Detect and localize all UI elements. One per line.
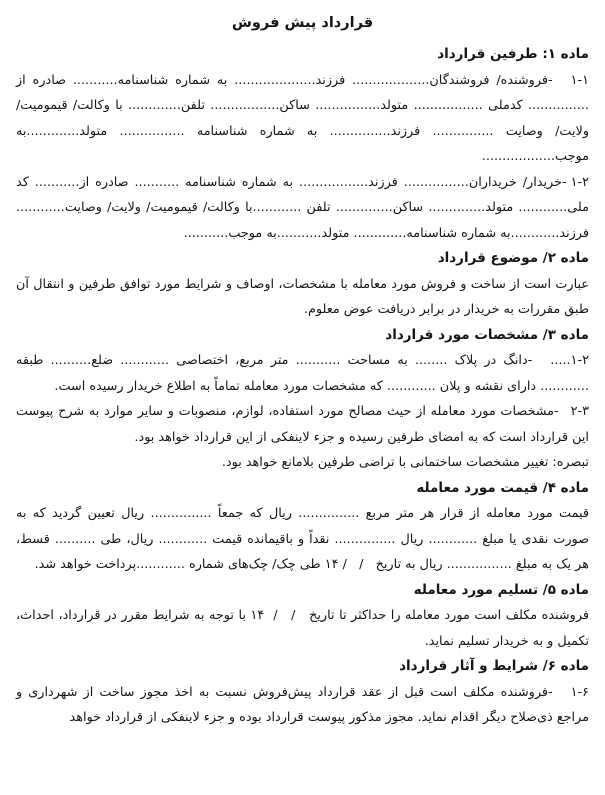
clause-6-1: [16, 680, 589, 731]
clause-1-1: [16, 68, 589, 170]
article-5-heading: ماده ۵/ تسلیم مورد معامله: [413, 581, 589, 598]
article-2-body: عبارت است از ساخت و فروش مورد معامله با مشخصات، اوصاف و شرایط مورد توافق طرفین و انتقال آن طبق مقررات به خریدار در برابر دریافت عوض معلوم.: [16, 276, 589, 317]
clause-number: ۲-۳: [570, 404, 589, 419]
clause-number: ۱-۶: [570, 684, 589, 700]
article-4-heading: ماده ۴/ قیمت مورد معامله: [416, 479, 589, 496]
clause-number: ۱-۲.....: [550, 353, 589, 368]
clause-text: -فروشنده مکلف است قبل از عقد قرارداد پیش‌فروش نسبت به اخذ مجوز ساخت از شهرداری و مراجع ذی‌صلاح دیگر اقدام نماید. مجوز مذکور پیوست قرارداد بوده و جزء لاینفکی از قرارداد خواهد: [16, 684, 589, 725]
clause-text: -مشخصات مورد معامله از حیث مصالح مورد استفاده، لوازم، منصوبات و سایر موارد به شرح پیوست این قرارداد است که به امضای طرفین رسیده و جزء لاینفکی از این قرارداد خواهد بود.: [16, 404, 589, 445]
article-1-heading: ماده ۱: طرفین قرارداد: [437, 46, 589, 62]
article-5-body: فروشنده مکلف است مورد معامله را حداکثر تا تاریخ / / ۱۴ با توجه به شرایط مقرر در قرارداد، احداث، تکمیل و به خریدار تسلیم نماید.: [16, 608, 589, 649]
clause-number: ۱-۱: [570, 72, 589, 88]
clause-3-1: [16, 348, 589, 399]
article-3-note: تبصره: تغییر مشخصات ساختمانی با تراضی طرفین بلامانع خواهد بود.: [221, 455, 589, 470]
clause-text: -خریدار/ خریداران................ فرزند................. به شماره شناسنامه ........... صادره از........... کد ملی............ متولد.............. ساکن.............. تلفن ............با وکالت/ قیمومیت/ ولایت/ وصایت............ فرزند............به شماره شناسنامه............. متولد...........به موجب...........: [16, 174, 589, 241]
clause-3-2: [16, 399, 589, 450]
clause-1-2: [16, 170, 589, 247]
article-2-heading: ماده ۲/ موضوع قرارداد: [437, 250, 589, 266]
document-title: قرارداد پیش فروش: [231, 15, 374, 31]
article-4-body: قیمت مورد معامله از قرار هر متر مربع ............... ریال که جمعاً ............... ریال تعیین گردید که به صورت نقدی یا مبلغ ............ ریال ............... نقداً و باقیمانده قیمت ............ ریال، طی .......... قسط، هر یک به مبلغ ................ ریال به تاریخ / / ۱۴ طی چک/ چک‌های شماره ............پرداخت خواهد شد.: [16, 506, 589, 572]
article-3-heading: ماده ۳/ مشخصات مورد قرارداد: [385, 326, 589, 343]
clause-text: -دانگ در پلاک ........ به مساحت ........... متر مربع، اختصاصی ............ ضلع.......... طبقه ............ دارای نقشه و پلان ............ که مشخصات مورد معامله تماماً به اطلاع خریدار رسیده است.: [16, 353, 589, 394]
article-6-heading: ماده ۶/ شرایط و آثار قرارداد: [399, 658, 589, 674]
clause-text: -فروشنده/ فروشندگان................... فرزند.................... به شماره شناسنامه........... صادره از ............... کدملی ................. متولد................ ساکن................. تلفن............. با وکالت/ قیمومیت/ ولایت/ وصایت ............... فرزند............... به شماره شناسنامه ................ متولد.............به موجب..................: [16, 72, 589, 164]
clause-number: ۱-۲: [570, 174, 589, 190]
